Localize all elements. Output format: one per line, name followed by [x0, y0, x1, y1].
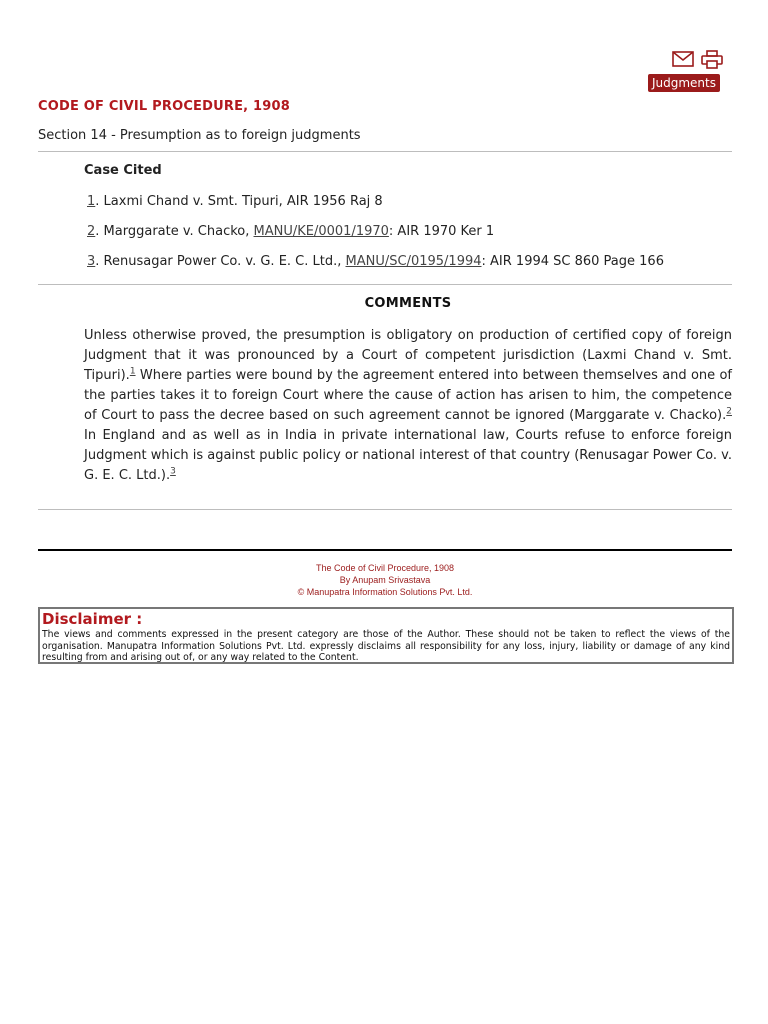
comments-text: Where parties were bound by the agreement entered into between themselves and one of the parties takes it to foreign Court where the cause of action has arisen to him, the competence of Court to pass the decree based on such agreement cannot be ignored (Marggarate v. Chacko).: [84, 368, 732, 423]
divider: [38, 509, 732, 510]
footer-copyright: © Manupatra Information Solutions Pvt. Ltd.: [297, 587, 473, 597]
case-number-link[interactable]: 2: [87, 224, 96, 239]
footer-author: By Anupam Srivastava: [339, 575, 431, 585]
citation-link[interactable]: MANU/KE/0001/1970: [253, 224, 389, 239]
toolbar: [642, 50, 732, 96]
citation-link[interactable]: MANU/SC/0195/1994: [345, 254, 482, 269]
print-icon[interactable]: [701, 50, 725, 70]
footer-divider: [38, 549, 732, 551]
case-text: : AIR 1994 SC 860 Page 166: [481, 254, 664, 269]
case-number-link[interactable]: 1: [87, 194, 96, 209]
section-title: Section 14 - Presumption as to foreign judgments: [38, 128, 361, 143]
case-item: [87, 194, 383, 209]
footnote-link[interactable]: 3: [170, 466, 176, 477]
footer-book-title: The Code of Civil Procedure, 1908: [315, 563, 455, 573]
mail-icon[interactable]: [672, 50, 696, 70]
disclaimer-text: The views and comments expressed in the present category are those of the Author. These should not be taken to reflect the views of the organisation. Manupatra Information Solutions Pvt. Ltd. expressly disclaims all responsibility for any loss, injury, liability or damage of any kind resulting from and arising out of, or any way related to the Content.: [42, 629, 730, 663]
footnote-ref: [726, 407, 732, 417]
cases-heading: Case Cited: [84, 163, 162, 178]
disclaimer-box: [38, 607, 734, 664]
footnote-link[interactable]: 1: [129, 366, 136, 377]
case-text: : AIR 1970 Ker 1: [388, 224, 495, 239]
comments-heading: COMMENTS: [364, 296, 452, 311]
footnote-link[interactable]: 2: [726, 406, 732, 417]
case-text: . Laxmi Chand v. Smt. Tipuri, AIR 1956 Raj 8: [95, 194, 383, 209]
case-text: . Renusagar Power Co. v. G. E. C. Ltd.,: [95, 254, 346, 269]
divider: [38, 151, 732, 152]
document-title: CODE OF CIVIL PROCEDURE, 1908: [38, 99, 291, 114]
case-item: [87, 224, 494, 239]
footnote-ref: [170, 467, 176, 477]
comments-text: In England and as well as in India in private international law, Courts refuse to enforce foreign Judgment which is against public policy or national interest of that country (Renusagar Power Co. v. G. E. C. Ltd.).: [84, 428, 732, 483]
case-number-link[interactable]: 3: [87, 254, 96, 269]
divider: [38, 284, 732, 285]
comments-body: [84, 326, 732, 486]
judgments-badge[interactable]: Judgments: [648, 74, 720, 92]
case-item: [87, 254, 664, 269]
disclaimer-title: Disclaimer :: [42, 610, 143, 628]
comments-text: Unless otherwise proved, the presumption is obligatory on production of certified copy of foreign Judgment that it was pronounced by a Court of competent jurisdiction (Laxmi Chand v. Smt. Tipuri).: [84, 328, 732, 383]
footer: [38, 562, 732, 598]
case-text: . Marggarate v. Chacko,: [95, 224, 254, 239]
